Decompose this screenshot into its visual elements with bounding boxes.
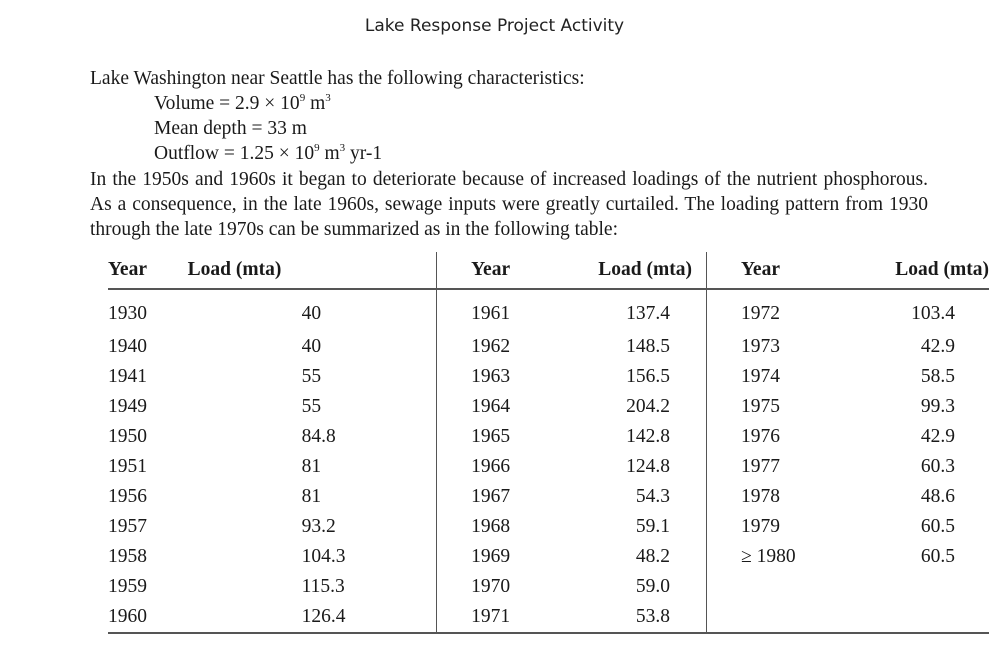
cell-year-1: 1957 bbox=[108, 516, 147, 537]
cell-year-2: 1968 bbox=[437, 512, 548, 542]
table-row bbox=[108, 572, 989, 602]
cell-year-3: 1974 bbox=[707, 362, 833, 392]
cell-load-3: 58.5 bbox=[920, 366, 955, 387]
table-row bbox=[108, 482, 989, 512]
cell-load-1: 84.8 bbox=[301, 426, 336, 447]
cell-year-1: 1956 bbox=[108, 486, 147, 507]
table-row bbox=[108, 362, 989, 392]
cell-load-2: 156.5 bbox=[626, 366, 670, 387]
table-row bbox=[108, 452, 989, 482]
cell-year-3: 1972 bbox=[707, 289, 833, 332]
outflow-spec: Outflow = $1.25 \times 10^9$ $m^3$ yr-1 bbox=[154, 142, 383, 164]
cell-year-2: 1970 bbox=[437, 572, 548, 602]
cell-load-3 bbox=[832, 572, 989, 602]
cell-year-3 bbox=[707, 602, 833, 633]
cell-load-2: 59.1 bbox=[635, 516, 670, 537]
table-row bbox=[108, 289, 989, 332]
cell-load-2: 137.4 bbox=[626, 303, 670, 324]
cell-load-1: 40 bbox=[301, 336, 322, 357]
table-row bbox=[108, 422, 989, 452]
cell-load-1: 55 bbox=[301, 396, 322, 417]
table-row bbox=[108, 392, 989, 422]
volume-spec: Volume = $2.9 \times 10^9$ $m^3$ bbox=[154, 92, 331, 114]
cell-load-3: 48.6 bbox=[920, 486, 955, 507]
cell-load-3: 60.3 bbox=[920, 456, 955, 477]
header-load-3: Load (mta) bbox=[895, 259, 989, 280]
cell-year-3 bbox=[707, 572, 833, 602]
cell-year-2: 1964 bbox=[437, 392, 548, 422]
header-year-1: Year bbox=[108, 259, 147, 280]
cell-year-1: 1958 bbox=[108, 546, 147, 567]
cell-year-2: 1962 bbox=[437, 332, 548, 362]
cell-year-3: 1976 bbox=[707, 422, 833, 452]
cell-year-1: 1951 bbox=[108, 456, 147, 477]
cell-load-3: 60.5 bbox=[920, 546, 955, 567]
cell-year-2: 1961 bbox=[437, 289, 548, 332]
cell-year-3: 1978 bbox=[707, 482, 833, 512]
cell-load-2: 142.8 bbox=[626, 426, 670, 447]
cell-year-2: 1966 bbox=[437, 452, 548, 482]
description-paragraph: In the 1950s and 1960s it began to deteriorate because of increased loadings of the nutrient phosphorous. As a consequence, in the late 1960s, sewage inputs were greatly curtailed. The loading pattern from 1930 through the late 1970s can be summarized as in the following table: bbox=[90, 169, 928, 240]
cell-load-3 bbox=[832, 602, 989, 633]
cell-year-3: 1975 bbox=[707, 392, 833, 422]
header-year-3: Year bbox=[707, 252, 833, 289]
cell-load-1: 40 bbox=[301, 303, 322, 324]
cell-load-2: 48.2 bbox=[635, 546, 670, 567]
cell-year-1: 1950 bbox=[108, 426, 147, 447]
cell-year-1: 1941 bbox=[108, 366, 147, 387]
cell-load-2: 124.8 bbox=[626, 456, 670, 477]
header-load-1: Load (mta) bbox=[187, 259, 282, 280]
header-load-2: Load (mta) bbox=[598, 259, 692, 280]
cell-year-3: 1973 bbox=[707, 332, 833, 362]
cell-year-2: 1967 bbox=[437, 482, 548, 512]
cell-year-1: 1960 bbox=[108, 606, 147, 627]
cell-load-2: 148.5 bbox=[626, 336, 670, 357]
loading-table bbox=[108, 252, 989, 634]
cell-load-1: 81 bbox=[301, 486, 322, 507]
cell-year-3: 1977 bbox=[707, 452, 833, 482]
cell-year-2: 1969 bbox=[437, 542, 548, 572]
cell-year-2: 1971 bbox=[437, 602, 548, 633]
cell-load-1: 115.3 bbox=[301, 576, 345, 597]
cell-year-2: 1965 bbox=[437, 422, 548, 452]
cell-year-1: 1930 bbox=[108, 303, 147, 324]
cell-load-3: 99.3 bbox=[920, 396, 955, 417]
cell-year-2: 1963 bbox=[437, 362, 548, 392]
cell-load-3: 103.4 bbox=[911, 303, 955, 324]
cell-load-1: 81 bbox=[301, 456, 322, 477]
cell-load-1: 104.3 bbox=[301, 546, 346, 567]
table-row bbox=[108, 602, 989, 633]
cell-load-1: 93.2 bbox=[301, 516, 336, 537]
page-title: Lake Response Project Activity bbox=[364, 16, 625, 36]
cell-year-1: 1959 bbox=[108, 576, 147, 597]
cell-year-3: 1979 bbox=[707, 512, 833, 542]
cell-load-1: 55 bbox=[301, 366, 322, 387]
table-header-row bbox=[108, 252, 989, 289]
table-row bbox=[108, 542, 989, 572]
cell-load-1: 126.4 bbox=[301, 606, 346, 627]
intro-text: Lake Washington near Seattle has the following characteristics: bbox=[90, 68, 585, 89]
cell-load-3: 42.9 bbox=[920, 426, 955, 447]
cell-load-2: 54.3 bbox=[635, 486, 670, 507]
cell-year-1: 1940 bbox=[108, 336, 147, 357]
cell-load-3: 42.9 bbox=[920, 336, 955, 357]
cell-load-3: 60.5 bbox=[920, 516, 955, 537]
cell-year-1: 1949 bbox=[108, 396, 147, 417]
cell-load-2: 59.0 bbox=[635, 576, 670, 597]
depth-spec: Mean depth = 33 m bbox=[154, 118, 307, 139]
table-row bbox=[108, 332, 989, 362]
cell-year-3: ≥ 1980 bbox=[707, 542, 833, 572]
cell-load-2: 204.2 bbox=[626, 396, 670, 417]
header-year-2: Year bbox=[437, 252, 548, 289]
table-row bbox=[108, 512, 989, 542]
cell-load-2: 53.8 bbox=[635, 606, 670, 627]
